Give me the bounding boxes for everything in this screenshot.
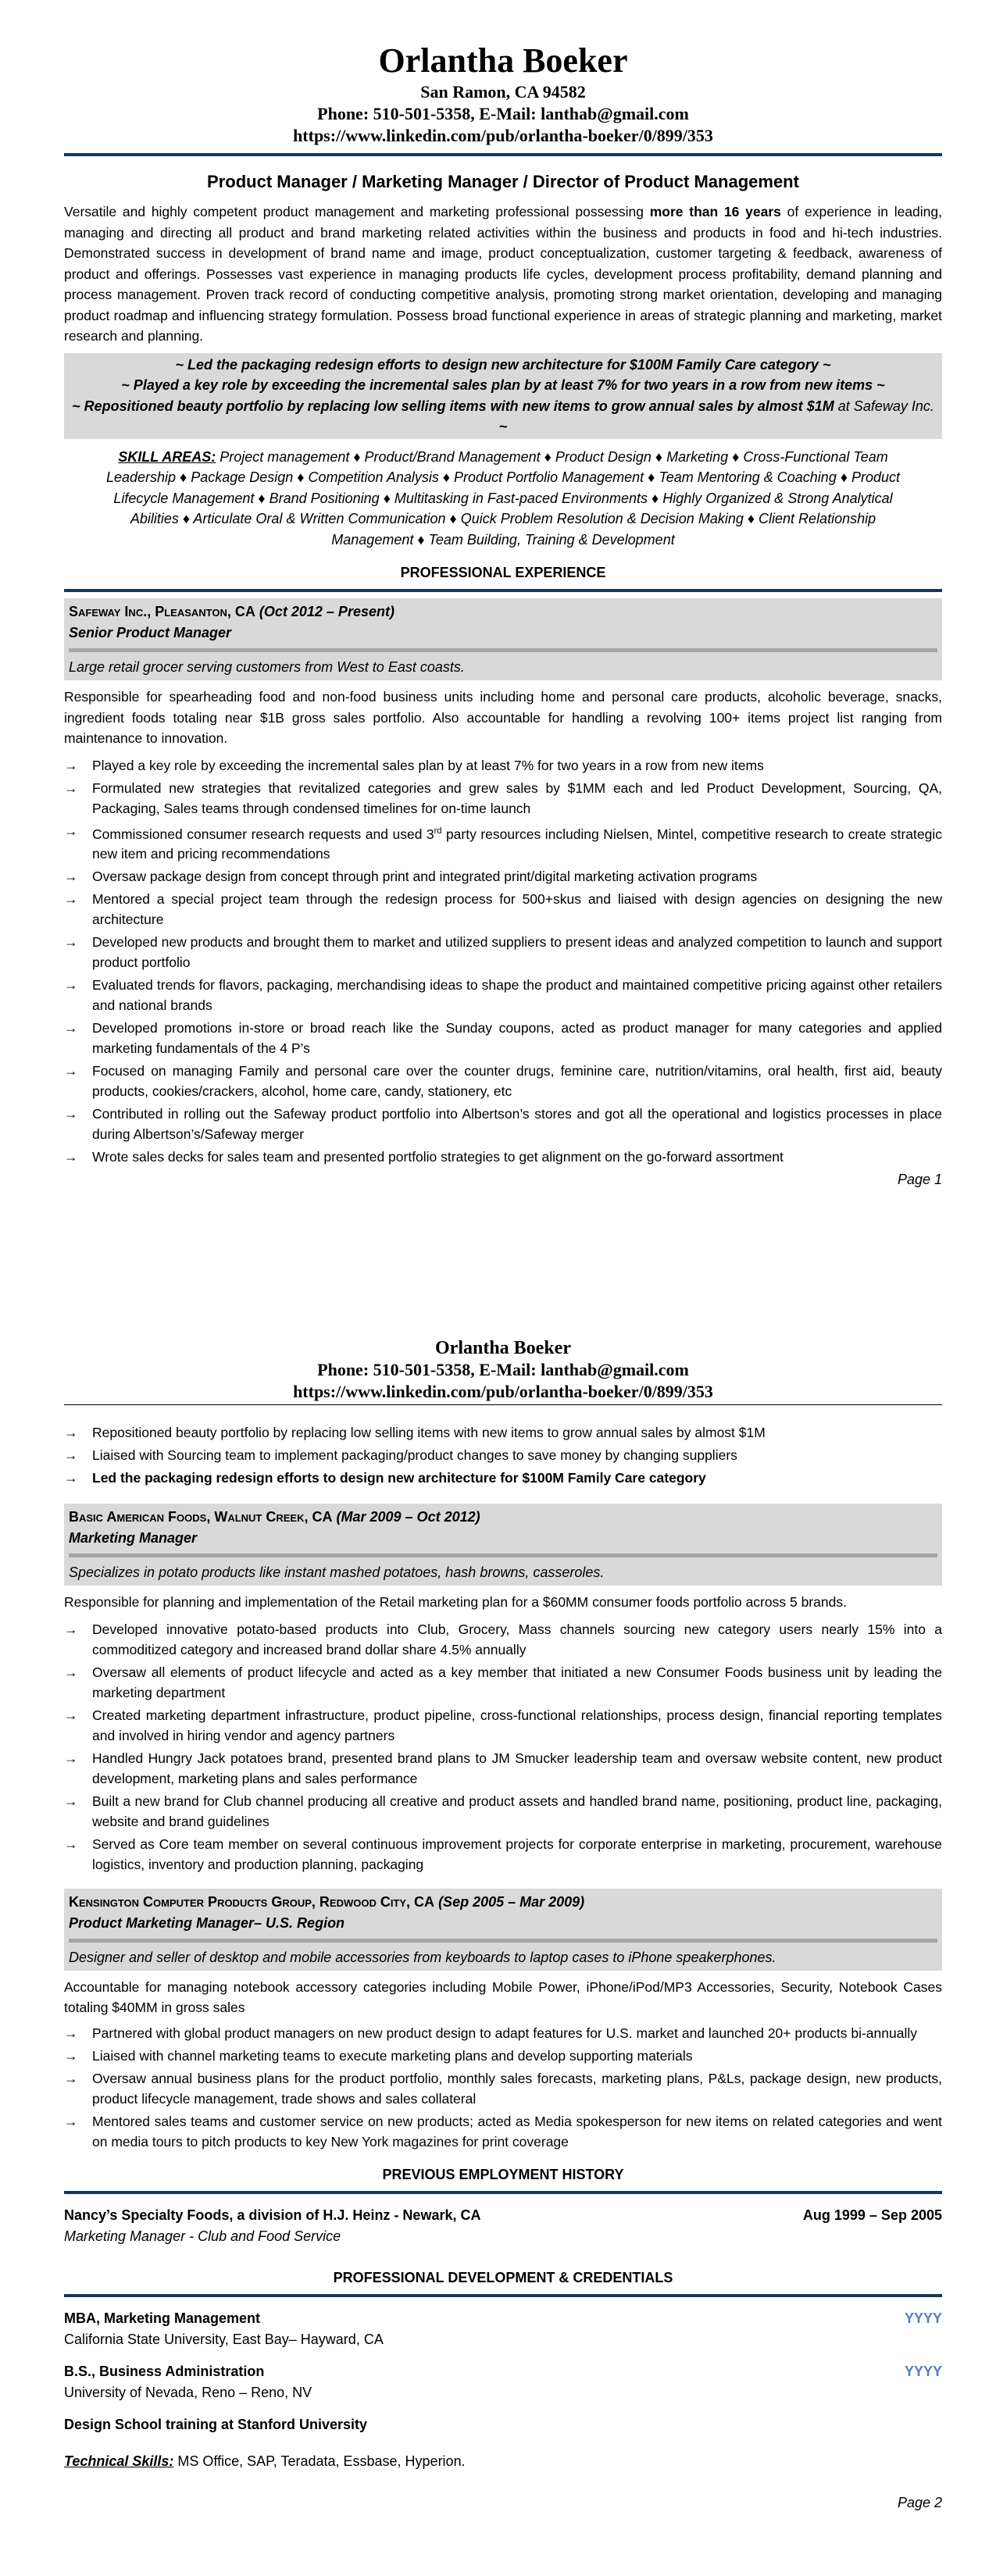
bullet-item (64, 778, 942, 819)
bullet-item (64, 866, 942, 887)
job-header-basic-american (64, 1504, 942, 1586)
linkedin-url[interactable]: https://www.linkedin.com/pub/orlantha-boeker/0/899/353 (293, 126, 713, 145)
highlights-box (64, 353, 942, 439)
bullet-text: Commissioned consumer research requests and used 3 (92, 826, 434, 842)
bullet-item (64, 1468, 942, 1488)
bullet-item (64, 889, 942, 929)
summary-years: more than 16 years (649, 204, 781, 219)
bullet-item (64, 1748, 942, 1789)
contact-line: Phone: 510-501-5358, E-Mail: lanthab@gmail.com (317, 104, 689, 123)
job-bullets (64, 2023, 942, 2152)
bullet-text: Liaised with channel marketing teams to execute marketing plans and develop supporting materials (92, 2047, 693, 2064)
arrow-icon: → (64, 891, 78, 908)
arrow-icon: → (64, 2113, 78, 2129)
bullet-text: Developed innovative potato-based products into Club, Grocery, Mass channels sourcing new category users nearly 15% into a commoditized category and increased brand dollar share 4.5% annually (92, 1621, 942, 1657)
arrow-icon: → (64, 757, 78, 773)
arrow-icon: → (64, 1063, 78, 1079)
company-description: Specializes in potato products like instant mashed potatoes, hash browns, casseroles. (69, 1565, 605, 1580)
school: University of Nevada, Reno – Reno, NV (64, 2384, 312, 2400)
job-bullets (64, 1619, 942, 1875)
section-title-credentials: PROFESSIONAL DEVELOPMENT & CREDENTIALS (333, 2269, 673, 2285)
bullet-text: Oversaw annual business plans for the product portfolio, monthly sales forecasts, marketing plans, P&Ls, package design, new products, product lifecycle management, trade shows and sales collateral (92, 2070, 942, 2107)
arrow-icon: → (64, 1750, 78, 1766)
bullet-item (64, 1705, 942, 1746)
bullet-text: party resources including Nielsen, Mintel, competitive research to create strategic new item and pricing recommendations (92, 826, 943, 862)
degree-year: YYYY (904, 2310, 942, 2326)
previous-company: Nancy’s Specialty Foods, a division of H.J. Heinz - Newark, CA (64, 2207, 481, 2223)
superscript: rd (434, 826, 442, 836)
arrow-icon: → (64, 1106, 78, 1122)
arrow-icon: → (64, 1149, 78, 1165)
job-title: Senior Product Manager (69, 625, 232, 640)
address: San Ramon, CA 94582 (420, 82, 586, 102)
arrow-icon: → (64, 1793, 78, 1809)
bullet-item (64, 1834, 942, 1875)
technical-skills-list: MS Office, SAP, Teradata, Essbase, Hyperion. (173, 2453, 466, 2469)
bullet-item (64, 1791, 942, 1832)
highlight-3 (69, 396, 937, 437)
job-company: Safeway Inc., Pleasanton, CA (69, 604, 255, 619)
bullet-item (64, 1147, 942, 1167)
section-divider (64, 589, 942, 592)
linkedin-url[interactable]: https://www.linkedin.com/pub/orlantha-boeker/0/899/353 (293, 1382, 713, 1401)
header-divider (64, 153, 942, 156)
job-company: Basic American Foods, Walnut Creek, CA (69, 1509, 333, 1525)
arrow-icon: → (64, 1621, 78, 1637)
bullet-text: Mentored sales teams and customer service on new products; acted as Media spokesperson for new items on related categories and went on media tours to pitch products to key New York magazines for print coverage (92, 2113, 942, 2150)
degree: MBA, Marketing Management (64, 2310, 261, 2326)
highlight-2: ~ Played a key role by exceeding the incremental sales plan by at least 7% for two years in a row from new items ~ (121, 377, 885, 393)
section-title-previous: PREVIOUS EMPLOYMENT HISTORY (382, 2166, 624, 2182)
job-dates: (Mar 2009 – Oct 2012) (332, 1509, 480, 1525)
bullet-text: Wrote sales decks for sales team and presented portfolio strategies to get alignment on the go-forward assortment (92, 1149, 784, 1165)
arrow-icon: → (64, 2025, 78, 2041)
bullet-item (64, 755, 942, 776)
arrow-icon: → (64, 1020, 78, 1036)
job-title: Product Marketing Manager– U.S. Region (69, 1914, 345, 1931)
headline: Product Manager / Marketing Manager / Director of Product Management (207, 172, 799, 191)
bullet-text: Formulated new strategies that revitalized categories and grew sales by $1MM each and led Product Development, Sourcing, QA, Packaging, Sales teams through condensed timelines for on-time launch (92, 780, 942, 816)
job-header-safeway (64, 598, 942, 680)
bullet-text: Evaluated trends for flavors, packaging, merchandising ideas to shape the product and maintained competitive pricing against other retailers and national brands (92, 977, 942, 1014)
bullet-item (64, 2111, 942, 2152)
skill-areas-label: SKILL AREAS: (118, 448, 216, 465)
bullet-item (64, 1445, 942, 1465)
arrow-icon: → (64, 822, 78, 839)
bullet-text: Mentored a special project team through the redesign process for 500+skus and liaised with design agencies on designing the new architecture (92, 891, 942, 928)
highlight-3-bold: ~ Repositioned beauty portfolio by replacing low selling items with new items to grow annual sales by almost $1M (72, 398, 834, 414)
education-entry (64, 2361, 942, 2382)
arrow-icon: → (64, 1707, 78, 1723)
contact-line: Phone: 510-501-5358, E-Mail: lanthab@gmail.com (317, 1360, 689, 1379)
previous-job (64, 2205, 942, 2226)
page-2 (64, 1337, 942, 2513)
job-summary: Responsible for planning and implementation of the Retail marketing plan for a $60MM consumer foods portfolio across 5 brands. (64, 1594, 847, 1610)
bullet-text: Created marketing department infrastructure, product pipeline, cross-functional relationships, process design, financial reporting templates and involved in hiring vendor and agency partners (92, 1707, 942, 1743)
bullet-text: Contributed in rolling out the Safeway product portfolio into Albertson’s stores and got all the operational and logistics processes in place during Albertson’s/Safeway merger (92, 1106, 942, 1143)
summary-text: Versatile and highly competent product management and marketing professional possessing (64, 204, 650, 219)
highlight-1: ~ Led the packaging redesign efforts to design new architecture for $100M Family Care category ~ (175, 356, 831, 373)
skill-areas (64, 447, 942, 551)
bullet-text: Focused on managing Family and personal care over the counter drugs, feminine care, nutrition/vitamins, oral health, first aid, beauty products, cookies/crackers, alcohol, home care, candy, stationery, etc (92, 1063, 942, 1100)
arrow-icon: → (64, 780, 78, 796)
job-bullets (64, 755, 942, 1168)
technical-skills-label: Technical Skills: (64, 2453, 174, 2469)
job-title: Marketing Manager (69, 1530, 198, 1546)
candidate-name: Orlantha Boeker (435, 1338, 571, 1358)
training: Design School training at Stanford University (64, 2416, 368, 2432)
job-summary: Responsible for spearheading food and non-food business units including home and personal care products, alcoholic beverage, snacks, ingredient foods totaling near $1B gross sales portfolio. Also accountable for handling a revolving 100+ items project list ranging from maintenance to innovation. (64, 689, 942, 746)
bullet-item (64, 2068, 942, 2109)
arrow-icon: → (64, 1470, 78, 1486)
arrow-icon: → (64, 1664, 78, 1680)
bullet-text: Built a new brand for Club channel producing all creative and product assets and handled brand name, positioning, product line, packaging, website and brand guidelines (92, 1793, 942, 1829)
bullet-item (64, 1061, 942, 1101)
section-title-experience: PROFESSIONAL EXPERIENCE (400, 565, 606, 580)
bullet-text: Developed new products and brought them to market and utilized suppliers to present ideas and analyzed competition to launch and support product portfolio (92, 934, 942, 971)
technical-skills (64, 2451, 942, 2472)
bullet-item (64, 1104, 942, 1144)
highlight-3-company: at Safeway Inc. (834, 398, 934, 414)
bullet-item (64, 2023, 942, 2043)
previous-title: Marketing Manager - Club and Food Service (64, 2228, 341, 2244)
bullet-text: Developed promotions in-store or broad reach like the Sunday coupons, acted as product manager for many categories and applied marketing fundamentals of the 4 P’s (92, 1020, 942, 1057)
arrow-icon: → (64, 2070, 78, 2086)
previous-dates: Aug 1999 – Sep 2005 (802, 2207, 942, 2223)
bullet-item (64, 821, 942, 865)
company-description: Designer and seller of desktop and mobile accessories from keyboards to laptop cases to iPhone speakerphones. (69, 1949, 776, 1965)
bullet-text: Liaised with Sourcing team to implement packaging/product changes to save money by changing suppliers (92, 1447, 737, 1463)
company-description: Large retail grocer serving customers from West to East coasts. (69, 659, 465, 675)
education-entry (64, 2308, 942, 2329)
bullet-item (64, 1662, 942, 1703)
bullet-text: Led the packaging redesign efforts to design new architecture for $100M Family Care category (92, 1470, 706, 1486)
highlight-3-end: ~ (498, 419, 508, 434)
bullet-item (64, 932, 942, 972)
skill-areas-list: Project management ♦ Product/Brand Management ♦ Product Design ♦ Marketing ♦ Cross-Functional Team Leadership ♦ Package Design ♦ Competition Analysis ♦ Product Portfolio Management ♦ Team Mentoring & Coaching ♦ Product Lifecycle Management ♦ Brand Positioning ♦ Multitasking in Fast-paced Environments ♦ Highly Organized & Strong Analytical Abilities ♦ Articulate Oral & Written Communication ♦ Quick Problem Resolution & Decision Making ♦ Client Relationship Management ♦ Team Building, Training & Development (105, 448, 901, 548)
bullet-item (64, 1422, 942, 1443)
bullet-text: Played a key role by exceeding the incremental sales plan by at least 7% for two years in a row from new items (92, 757, 764, 773)
job-header-kensington (64, 1889, 942, 1971)
bullet-text: Partnered with global product managers on new product design to adapt features for U.S. market and launched 20+ products bi-annually (92, 2025, 917, 2041)
job-bullets-continued (64, 1422, 942, 1488)
summary-text-rest: of experience in leading, managing and directing all product and brand marketing related activities within the business and products in food and hi-tech industries. Demonstrated success in development of brand name and image, product conceptualization, customer targeting & feedback, awareness of product and offerings. Possesses vast experience in managing products life cycles, development process profitability, demand planning and process management. Proven track record of conducting competitive analysis, promoting strong market orientation, developing and managing product roadmap and influencing strategy formulation. Possess broad functional experience in areas of strategic planning and marketing, market research and planning. (64, 204, 943, 344)
bullet-item (64, 2046, 942, 2066)
job-company: Kensington Computer Products Group, Redwood City, CA (69, 1893, 435, 1910)
arrow-icon: → (64, 1447, 78, 1463)
degree: B.S., Business Administration (64, 2363, 265, 2379)
job-dates: (Oct 2012 – Present) (255, 604, 394, 619)
arrow-icon: → (64, 2047, 78, 2064)
section-divider (64, 2294, 942, 2297)
bullet-item (64, 1619, 942, 1660)
arrow-icon: → (64, 977, 78, 994)
bullet-item (64, 975, 942, 1015)
arrow-icon: → (64, 869, 78, 885)
job-summary: Accountable for managing notebook accessory categories including Mobile Power, iPhone/iPod/MP3 Accessories, Security, Notebook Cases totaling $40MM in gross sales (64, 1978, 942, 2015)
bullet-item (64, 1018, 942, 1058)
candidate-name: Orlantha Boeker (378, 41, 628, 80)
arrow-icon: → (64, 934, 78, 951)
bullet-text: Handled Hungry Jack potatoes brand, presented brand plans to JM Smucker leadership team and oversaw website content, new product development, marketing plans and sales performance (92, 1750, 942, 1786)
bullet-text: Repositioned beauty portfolio by replacing low selling items with new items to grow annual sales by almost $1M (92, 1425, 766, 1440)
degree-year: YYYY (904, 2363, 942, 2379)
arrow-icon: → (64, 1836, 78, 1852)
page-number: Page 1 (897, 1172, 942, 1188)
school: California State University, East Bay– Hayward, CA (64, 2331, 384, 2347)
section-divider (64, 2191, 942, 2194)
page-1 (64, 41, 942, 1190)
bullet-text: Oversaw all elements of product lifecycle and acted as a key member that initiated a new Consumer Foods business unit by leading the marketing department (92, 1664, 942, 1700)
arrow-icon: → (64, 1425, 78, 1440)
bullet-text: Served as Core team member on several continuous improvement projects for corporate enterprise in marketing, procurement, warehouse logistics, inventory and production planning, packaging (92, 1836, 942, 1872)
summary (64, 202, 942, 347)
header-divider (64, 1404, 942, 1405)
page-number: Page 2 (897, 2494, 942, 2510)
bullet-text: Oversaw package design from concept through print and integrated print/digital marketing activation programs (92, 869, 758, 885)
job-dates: (Sep 2005 – Mar 2009) (434, 1893, 585, 1910)
